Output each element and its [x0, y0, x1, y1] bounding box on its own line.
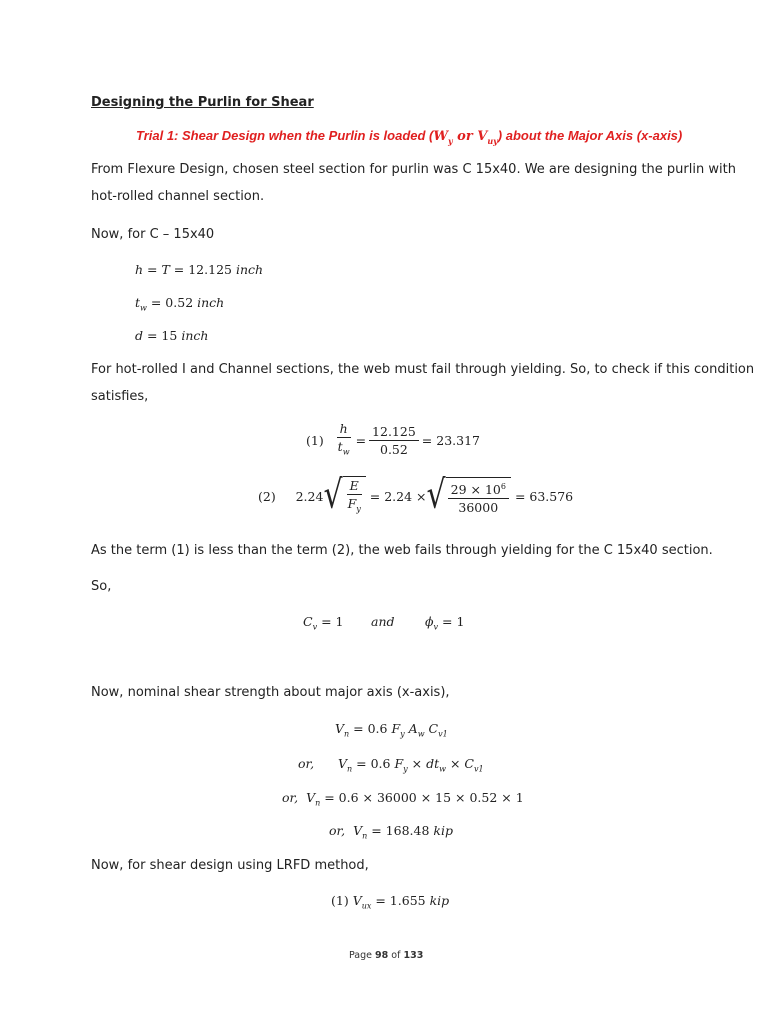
prop-tw-unit: inch [197, 295, 225, 310]
term1-num: h [339, 421, 348, 436]
term2-num2: 29 × 10 [450, 482, 501, 498]
vn1-a: V [335, 721, 345, 736]
vux-label: (1) [331, 893, 353, 908]
term1-den2: 0.52 [380, 441, 408, 457]
term2-mid: = 2.24 × [369, 488, 427, 504]
trial-suffix: ) about the Major Axis (x-axis) [497, 128, 683, 143]
vn1-e: y [400, 729, 405, 739]
phi-sym: ϕ [425, 614, 434, 629]
vn-line1 [335, 721, 448, 739]
vn3-or: or, [282, 790, 303, 805]
vux-equation [331, 893, 449, 911]
para3: As the term (1) is less than the term (2), the web fails through yielding for the C 15x40 section. [91, 543, 713, 558]
prop-d [135, 328, 208, 343]
trial-w: W [433, 129, 448, 144]
trial-prefix: Trial 1: Shear Design when the Purlin is loaded ( [136, 128, 434, 143]
vn2-e: y [403, 764, 408, 774]
prop-h-val: 12.125 [188, 262, 232, 277]
term1-frac2 [369, 424, 419, 457]
vux-unit: kip [429, 893, 450, 908]
now-for-label: Now, for C – 15x40 [91, 227, 215, 242]
footer-page-number: 98 [375, 950, 389, 961]
vn4-or: or, [329, 823, 350, 838]
vn-line3 [282, 790, 524, 808]
vn1-i: v1 [438, 729, 448, 739]
term1-den-sub: w [342, 447, 350, 457]
vn1-c: = 0.6 [349, 721, 392, 736]
term1-num2: 12.125 [369, 424, 419, 441]
prop-d-val: = 15 [143, 328, 182, 343]
section-heading: Designing the Purlin for Shear [91, 95, 314, 110]
footer-of-word: of [388, 950, 404, 961]
vn2-b: n [347, 764, 353, 774]
term2-equation [258, 472, 574, 519]
term1-den: t [337, 439, 343, 454]
page-footer [349, 950, 423, 961]
para1-line2: hot-rolled channel section. [91, 189, 265, 204]
vn2-a: V [338, 756, 348, 771]
vn1-f: A [404, 721, 418, 736]
vn4-b: n [362, 831, 368, 841]
prop-d-lhs: d [135, 328, 144, 343]
prop-tw-val: = 0.52 [146, 295, 198, 310]
vn4-a: V [353, 823, 363, 838]
prop-h-unit: inch [235, 262, 264, 277]
vn3-a: V [306, 790, 316, 805]
vn4-c: = 168.48 [367, 823, 434, 838]
term2-den2: 36000 [458, 500, 499, 516]
cv-and [371, 614, 395, 629]
cv-lhs-sub: v [312, 622, 318, 632]
trial-title [136, 128, 682, 146]
term1-label: (1) [306, 432, 324, 448]
prop-d-unit: inch [181, 328, 209, 343]
prop-tw-sub: w [140, 303, 147, 313]
term2-den-sub: y [356, 504, 361, 514]
vn-line4 [329, 823, 453, 841]
phi-sub: v [433, 622, 439, 632]
term2-den: F [347, 496, 357, 511]
term2-result: = 63.576 [514, 488, 574, 504]
term1-result: = 23.317 [421, 432, 480, 448]
prop-tw-sym: t [135, 295, 141, 310]
vn2-or: or, [298, 756, 315, 771]
vux-sub: ux [361, 901, 372, 911]
footer-total-pages: 133 [403, 950, 424, 961]
para1-line1: From Flexure Design, chosen steel section for purlin was C 15x40. We are designing the purlin with [91, 162, 736, 177]
vn1-d: F [391, 721, 401, 736]
term2-num: E [349, 478, 359, 493]
term2-label: (2) [258, 488, 276, 504]
footer-page-word: Page [349, 950, 376, 961]
term2-num2-sup: 6 [500, 482, 506, 492]
vn3-b: n [315, 798, 321, 808]
so-label: So, [91, 579, 112, 594]
trial-v: V [477, 129, 488, 144]
vn3-c: = 0.6 × 36000 × 15 × 0.52 × 1 [320, 790, 524, 805]
prop-tw [135, 295, 224, 313]
vn1-b: n [344, 729, 350, 739]
phi-equation [425, 614, 464, 632]
cv-lhs: C [303, 614, 313, 629]
para5: Now, for shear design using LRFD method, [91, 858, 369, 873]
cv-eq: = 1 [317, 614, 344, 629]
trial-w-sub: y [448, 135, 453, 146]
vn2-i: v1 [474, 764, 484, 774]
vn2-h: × C [446, 756, 474, 771]
para2-line2: satisfies, [91, 389, 149, 404]
vn1-g: w [417, 729, 425, 739]
term1-equation: (1) $\frac{h}{t_w}$ = $\frac{12.125}{0.52}$ = 23.317 [306, 421, 480, 460]
vn-line2-or [298, 756, 314, 771]
vux-eq: = 1.655 [371, 893, 430, 908]
para4: Now, nominal shear strength about major axis (x-axis), [91, 685, 450, 700]
vn2-c: = 0.6 [352, 756, 395, 771]
term2-sqrt1: √ $\frac{E}{F_y}$ [323, 476, 365, 517]
vn2-g: w [439, 764, 446, 774]
term2-sqrt2: √ $\frac{29 \times 10^6}{36000}$ [427, 477, 511, 515]
term1-frac [335, 421, 353, 460]
term2-coef: 2.24 [295, 488, 324, 504]
cv-and-text: and [371, 614, 395, 629]
vn1-h: C [424, 721, 439, 736]
para2-line1: For hot-rolled I and Channel sections, the web must fail through yielding. So, to check if this condition [91, 362, 755, 377]
phi-eq: = 1 [438, 614, 465, 629]
cv-equation [303, 614, 343, 632]
vn-line2 [338, 756, 484, 774]
trial-or: or [452, 129, 478, 144]
trial-v-sub: uy [487, 135, 498, 146]
vn2-d: F [394, 756, 404, 771]
vn4-unit: kip [433, 823, 453, 838]
prop-h [135, 262, 263, 277]
vux-sym: V [352, 893, 362, 908]
vn2-f: × dt [407, 756, 440, 771]
prop-h-lhs: h = T = [135, 262, 189, 277]
